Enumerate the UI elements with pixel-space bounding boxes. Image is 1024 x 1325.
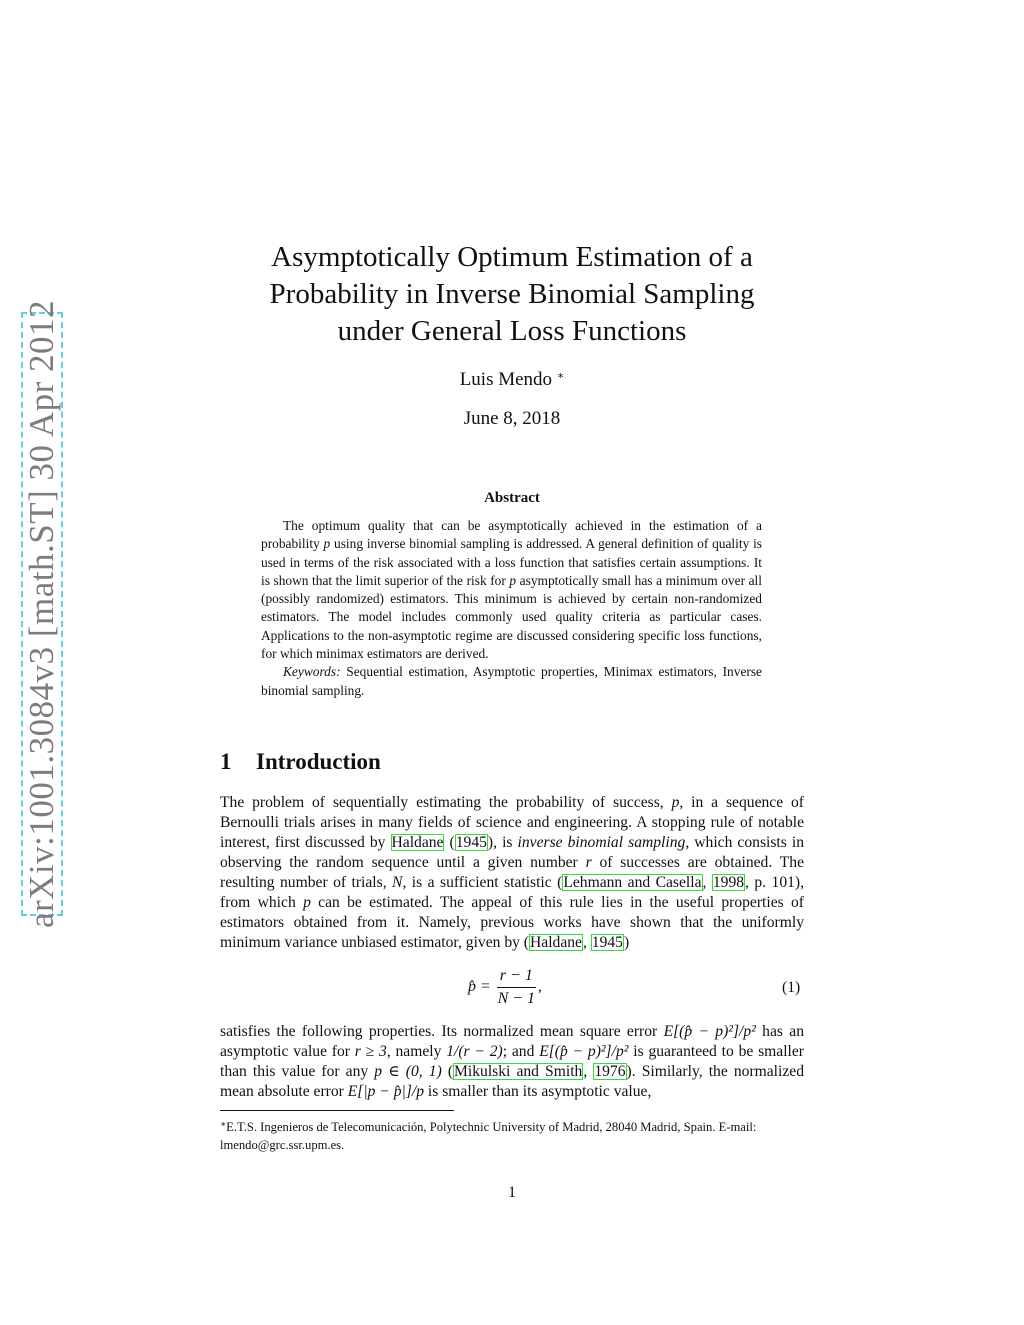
body-text: satisfies the following properties. Its normalized mean square error [220,1023,664,1040]
abstract-body [261,517,762,700]
citation-year-1976[interactable]: 1976 [594,1063,626,1080]
body-text: ) [623,934,630,951]
body-text: ), is [487,834,518,851]
math-p: p [323,536,331,552]
citation-mikulski-smith[interactable]: Mikulski and Smith [454,1063,583,1080]
citation-year-1945-2[interactable]: 1945 [591,934,623,951]
body-text: has an asymptotic value for [220,1023,805,1060]
body-text: ( [449,834,455,851]
intro-paragraph-2 [220,1022,804,1102]
emphasis-term: inverse binomial sampling [517,834,686,851]
body-text: of successes are obtained. The resulting number of trials, [220,854,804,891]
math-r: r [585,854,592,871]
intro-paragraph-1 [220,793,804,953]
citation-year-1945[interactable]: 1945 [455,834,487,851]
abstract-text: The optimum quality that can be asymptotically achieved in the estimation of a probability [261,518,762,552]
abstract-heading: Abstract [484,490,540,506]
fraction-numerator: r − 1 [497,967,536,988]
math-mse: E[(p̂ − p)²]/p² [539,1043,629,1060]
body-text: The problem of sequentially estimating the probability of success, [220,794,672,811]
body-text: is smaller than its asymptotic value, [424,1083,652,1100]
keywords-label: Keywords: [283,664,341,680]
section-number: 1 [220,749,232,774]
math-p: p [303,894,311,911]
body-text: ( [441,1063,454,1080]
citation-year-1998[interactable]: 1998 [712,874,745,891]
title-line-3: under General Loss Functions [337,315,687,347]
citation-haldane-2[interactable]: Haldane [530,934,582,951]
body-text: , [583,1063,594,1080]
abstract-paragraph [261,517,762,663]
math-p-interval: p ∈ (0, 1) [374,1063,442,1080]
math-inverse: 1/(r − 2) [446,1043,503,1060]
footnote-mark: ∗ [220,1119,227,1129]
math-n: N [392,874,403,891]
math-p: p [509,572,517,588]
body-text: can be estimated. The appeal of this rule lies in the useful properties of estimators obtained from it. Namely, previous works have shown that the uniformly minimum variance unbiased estimator, given by ( [220,894,805,951]
body-text: , in a sequence of Bernoulli trials arises in many fields of science and engineering. A stopping rule of notable interest, first discussed by [220,794,804,851]
paper-title [220,239,804,350]
body-text: , [702,874,712,891]
arxiv-identifier: arXiv:1001.3084v3 [math.ST] 30 Apr 2012 [22,299,61,929]
citation-lehmann-casella[interactable]: Lehmann and Casella [563,874,702,891]
author-line [220,369,804,391]
equation-lhs: p̂ = [468,978,491,996]
section-heading [220,749,381,775]
section-title: Introduction [256,749,381,774]
body-text: is guaranteed to be smaller than this value for any [220,1043,804,1080]
paper-date: June 8, 2018 [463,408,561,429]
body-text: , is a sufficient statistic ( [402,874,563,891]
body-text: ). Similarly, the normalized mean absolute error [220,1063,804,1100]
author-footnote-mark[interactable]: ∗ [556,370,565,382]
equation-fraction [497,967,536,1008]
keywords-text: Sequential estimation, Asymptotic properties, Minimax estimators, Inverse binomial sampling. [261,664,762,698]
title-line-1: Asymptotically Optimum Estimation of a [271,241,753,273]
body-text: , namely [386,1043,447,1060]
body-text: , [582,934,591,951]
body-text: , p. 101), from which [220,874,805,911]
equation-trail: , [537,978,542,996]
math-r-ge-3: r ≥ 3 [354,1043,387,1060]
equation-1 [468,967,542,1008]
body-text: , which consists in observing the random sequence until a given number [220,834,805,871]
fraction-denominator: N − 1 [497,990,536,1007]
body-text: ; and [502,1043,540,1060]
footnote-rule [220,1110,454,1111]
math-mse: E[(p̂ − p)²]/p² [663,1023,756,1040]
abstract-text: using inverse binomial sampling is addressed. A general definition of quality is used in terms of the risk associated with a loss function that satisfies certain assumptions. It is shown that the limit superior of the risk for [261,536,762,588]
citation-haldane[interactable]: Haldane [391,834,444,851]
title-line-2: Probability in Inverse Binomial Sampling [269,278,755,310]
author-name: Luis Mendo [459,369,553,390]
footnote [220,1115,804,1154]
math-mae: E[|p − p̂|]/p [347,1083,425,1100]
footnote-text: E.T.S. Ingenieros de Telecomunicación, Polytechnic University of Madrid, 28040 Madrid, Spain. E-mail: lmendo@grc.ssr.upm.es. [220,1120,757,1152]
page-number: 1 [508,1184,516,1201]
math-p: p [671,794,680,811]
abstract-keywords [261,663,762,700]
equation-label: (1) [782,979,801,996]
abstract-text: asymptotically small has a minimum over all (possibly randomized) estimators. This minimum is achieved by certain non-randomized estimators. The model includes commonly used quality criteria as particular cases. Applications to the non-asymptotic regime are discussed considering specific loss functions, for which minimax estimators are derived. [261,572,762,662]
